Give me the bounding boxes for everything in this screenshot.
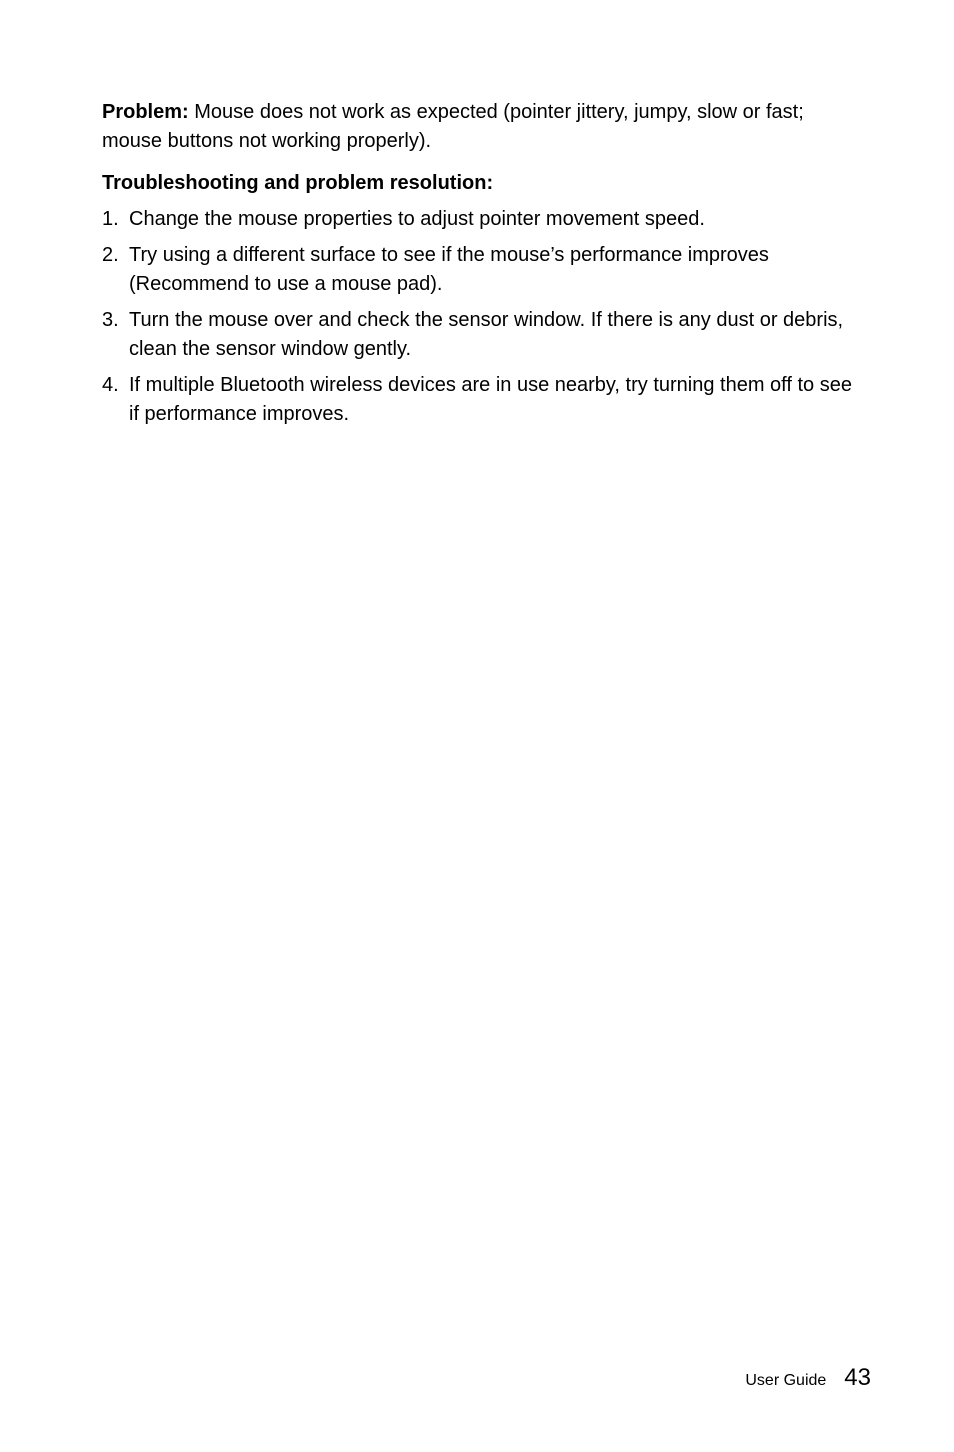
problem-label: Problem:	[102, 101, 189, 123]
step-number: 2.	[102, 244, 119, 266]
step-text: Try using a different surface to see if the mouse’s performance improves (Recommend to use a mouse pad).	[129, 244, 769, 295]
step-text: If multiple Bluetooth wireless devices are in use nearby, try turning them off to see if performance improves.	[129, 374, 852, 425]
troubleshooting-steps	[102, 205, 862, 429]
problem-statement	[102, 98, 862, 156]
troubleshooting-heading: Troubleshooting and problem resolution:	[102, 172, 494, 194]
page-footer	[745, 1364, 871, 1392]
page-number: 43	[844, 1364, 871, 1391]
footer-label: User Guide	[745, 1372, 827, 1389]
step-text: Turn the mouse over and check the sensor window. If there is any dust or debris, clean the sensor window gently.	[129, 309, 844, 360]
step-number: 1.	[102, 208, 119, 230]
list-item	[102, 371, 862, 429]
list-item	[102, 205, 862, 234]
step-number: 4.	[102, 374, 119, 396]
list-item	[102, 306, 862, 364]
document-body	[102, 98, 862, 436]
list-item	[102, 241, 862, 299]
problem-text: Mouse does not work as expected (pointer jittery, jumpy, slow or fast; mouse buttons not working properly).	[102, 101, 804, 152]
step-text: Change the mouse properties to adjust pointer movement speed.	[129, 208, 705, 230]
step-number: 3.	[102, 309, 119, 331]
